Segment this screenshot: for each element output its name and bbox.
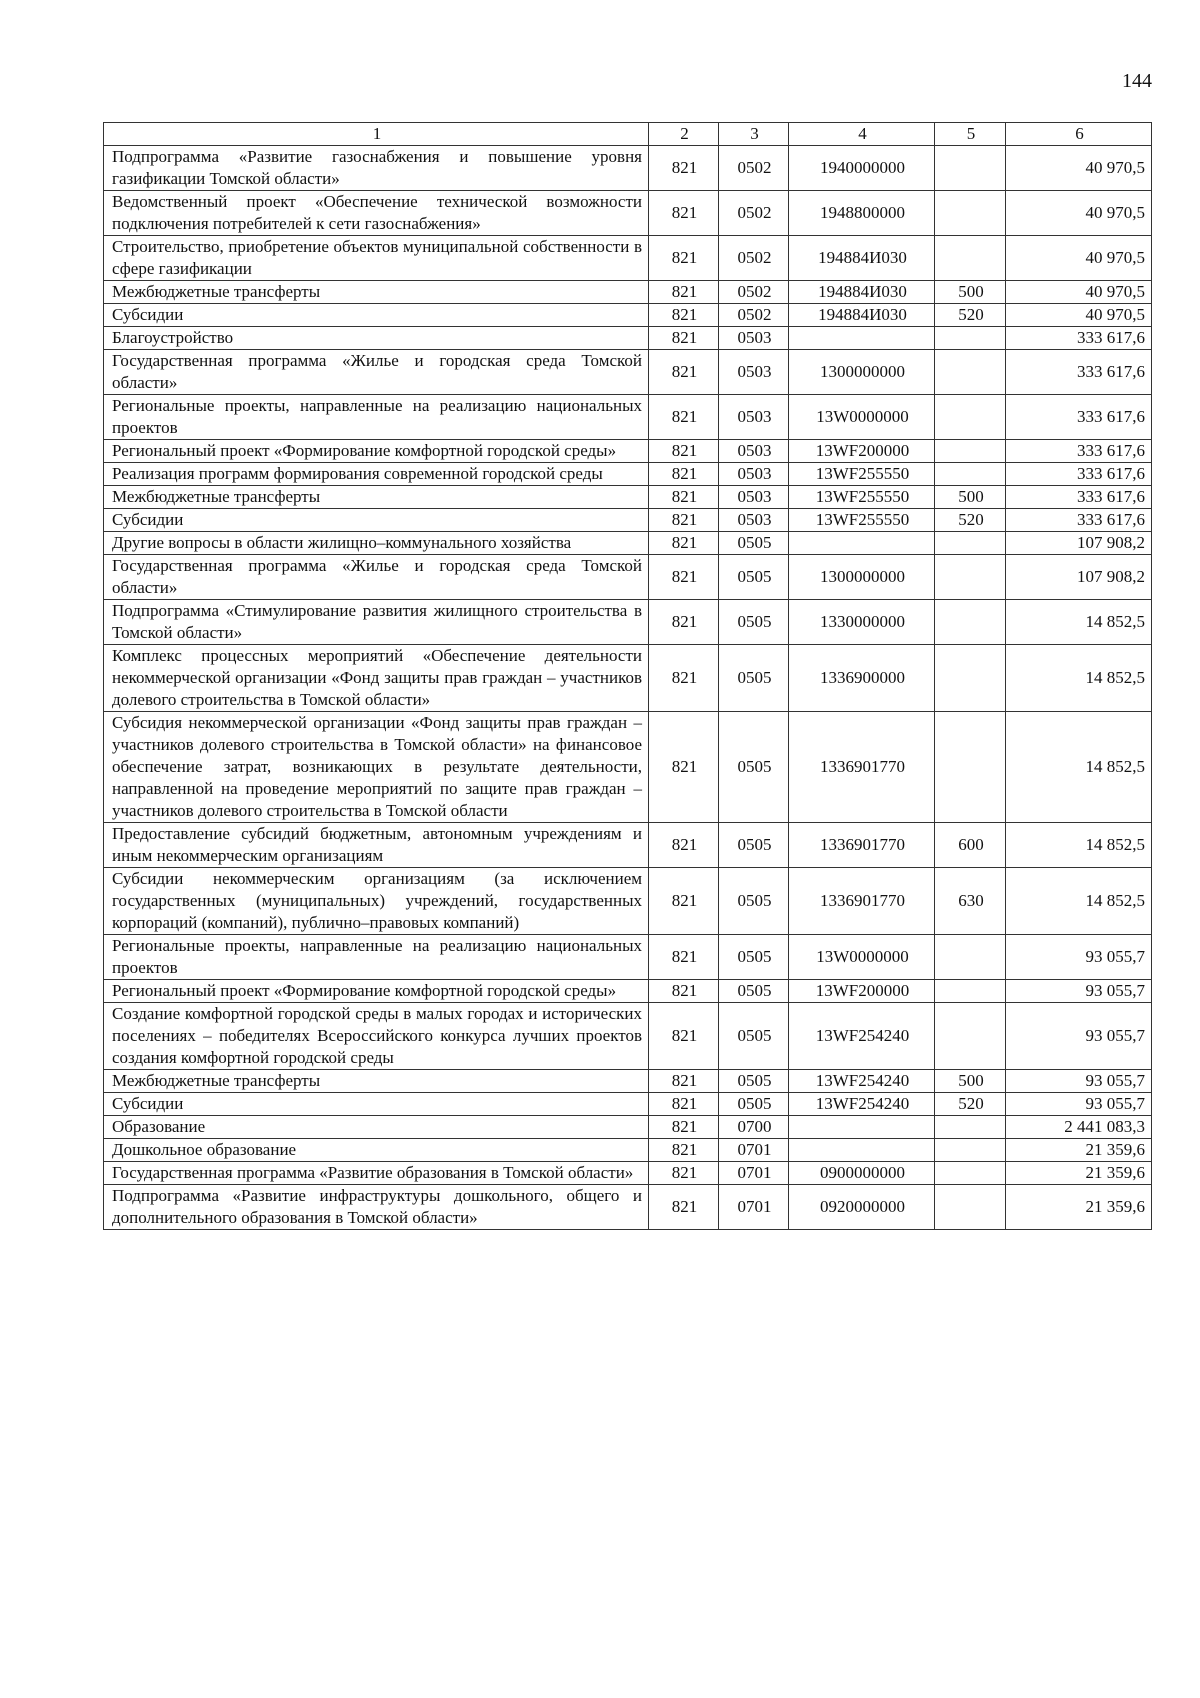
table-row [104,395,1152,440]
row-grbs-code: 821 [649,980,719,1003]
row-section-code: 0505 [719,600,789,645]
row-name: Государственная программа «Жилье и городская среда Томской области» [104,350,649,395]
table-row [104,980,1152,1003]
row-sum: 40 970,5 [1006,191,1152,236]
row-section-code: 0505 [719,1070,789,1093]
row-sum: 40 970,5 [1006,236,1152,281]
row-name: Комплекс процессных мероприятий «Обеспечение деятельности некоммерческой организации «Фонд защиты прав граждан – участников долевого строительства в Томской области» [104,645,649,712]
row-target-code [789,1116,935,1139]
row-expense-type-code [935,712,1006,823]
row-name: Межбюджетные трансферты [104,1070,649,1093]
row-sum: 333 617,6 [1006,327,1152,350]
row-sum: 333 617,6 [1006,486,1152,509]
row-target-code: 13WF254240 [789,1070,935,1093]
row-target-code: 13WF254240 [789,1003,935,1070]
row-expense-type-code [935,555,1006,600]
row-grbs-code: 821 [649,327,719,350]
row-name: Субсидии [104,304,649,327]
table-row [104,486,1152,509]
row-expense-type-code [935,1185,1006,1230]
table-row [104,1139,1152,1162]
row-sum: 93 055,7 [1006,1093,1152,1116]
row-sum: 333 617,6 [1006,395,1152,440]
row-expense-type-code [935,146,1006,191]
row-target-code: 13WF254240 [789,1093,935,1116]
row-grbs-code: 821 [649,555,719,600]
row-sum: 14 852,5 [1006,868,1152,935]
table-row [104,645,1152,712]
page-number: 144 [1122,70,1152,92]
row-expense-type-code: 630 [935,868,1006,935]
row-expense-type-code [935,236,1006,281]
row-expense-type-code [935,395,1006,440]
row-target-code: 13WF200000 [789,980,935,1003]
row-grbs-code: 821 [649,281,719,304]
row-target-code: 1336900000 [789,645,935,712]
row-sum: 14 852,5 [1006,600,1152,645]
row-name: Создание комфортной городской среды в малых городах и исторических поселениях – победителях Всероссийского конкурса лучших проектов создания комфортной городской среды [104,1003,649,1070]
row-section-code: 0505 [719,532,789,555]
table-row [104,350,1152,395]
row-grbs-code: 821 [649,191,719,236]
row-grbs-code: 821 [649,600,719,645]
row-section-code: 0503 [719,327,789,350]
row-sum: 21 359,6 [1006,1139,1152,1162]
row-expense-type-code [935,1139,1006,1162]
row-grbs-code: 821 [649,440,719,463]
row-name: Субсидии [104,1093,649,1116]
row-grbs-code: 821 [649,236,719,281]
row-section-code: 0505 [719,555,789,600]
table-row [104,191,1152,236]
row-grbs-code: 821 [649,1070,719,1093]
row-expense-type-code: 520 [935,509,1006,532]
row-grbs-code: 821 [649,1003,719,1070]
row-sum: 21 359,6 [1006,1162,1152,1185]
row-sum: 40 970,5 [1006,281,1152,304]
row-target-code: 194884И030 [789,281,935,304]
row-sum: 2 441 083,3 [1006,1116,1152,1139]
row-section-code: 0502 [719,281,789,304]
row-grbs-code: 821 [649,645,719,712]
row-name: Образование [104,1116,649,1139]
row-name: Региональные проекты, направленные на реализацию национальных проектов [104,395,649,440]
row-expense-type-code [935,350,1006,395]
table-row [104,1070,1152,1093]
row-grbs-code: 821 [649,1162,719,1185]
row-grbs-code: 821 [649,1093,719,1116]
row-section-code: 0701 [719,1139,789,1162]
row-target-code [789,1139,935,1162]
row-expense-type-code: 520 [935,1093,1006,1116]
row-grbs-code: 821 [649,146,719,191]
row-section-code: 0503 [719,395,789,440]
row-section-code: 0502 [719,191,789,236]
row-expense-type-code: 500 [935,486,1006,509]
row-name: Субсидии [104,509,649,532]
row-grbs-code: 821 [649,463,719,486]
row-target-code: 194884И030 [789,304,935,327]
table-row [104,1185,1152,1230]
budget-table [103,122,1152,1230]
row-name: Подпрограмма «Развитие газоснабжения и повышение уровня газификации Томской области» [104,146,649,191]
row-grbs-code: 821 [649,532,719,555]
table-header [104,123,1152,146]
table-row [104,1003,1152,1070]
table-row [104,327,1152,350]
row-name: Ведомственный проект «Обеспечение технической возможности подключения потребителей к сети газоснабжения» [104,191,649,236]
row-target-code: 1300000000 [789,350,935,395]
row-sum: 40 970,5 [1006,146,1152,191]
row-expense-type-code [935,1162,1006,1185]
row-grbs-code: 821 [649,486,719,509]
row-expense-type-code [935,980,1006,1003]
row-target-code: 194884И030 [789,236,935,281]
row-sum: 107 908,2 [1006,555,1152,600]
row-section-code: 0503 [719,486,789,509]
row-expense-type-code: 500 [935,281,1006,304]
row-target-code: 0900000000 [789,1162,935,1185]
row-target-code: 13WF255550 [789,463,935,486]
table-row [104,281,1152,304]
row-name: Региональный проект «Формирование комфортной городской среды» [104,440,649,463]
table-row [104,509,1152,532]
row-target-code: 1948800000 [789,191,935,236]
row-name: Другие вопросы в области жилищно–коммунального хозяйства [104,532,649,555]
table-row [104,236,1152,281]
row-expense-type-code: 520 [935,304,1006,327]
row-target-code [789,327,935,350]
row-name: Строительство, приобретение объектов муниципальной собственности в сфере газификации [104,236,649,281]
row-target-code: 1300000000 [789,555,935,600]
row-grbs-code: 821 [649,935,719,980]
column-header: 3 [719,123,789,146]
row-sum: 93 055,7 [1006,1070,1152,1093]
row-sum: 21 359,6 [1006,1185,1152,1230]
row-target-code [789,532,935,555]
row-name: Региональные проекты, направленные на реализацию национальных проектов [104,935,649,980]
row-grbs-code: 821 [649,823,719,868]
row-target-code: 1940000000 [789,146,935,191]
row-expense-type-code [935,191,1006,236]
row-sum: 40 970,5 [1006,304,1152,327]
row-section-code: 0505 [719,645,789,712]
row-section-code: 0505 [719,980,789,1003]
row-section-code: 0503 [719,440,789,463]
row-target-code: 1330000000 [789,600,935,645]
table-row [104,823,1152,868]
row-sum: 107 908,2 [1006,532,1152,555]
row-section-code: 0505 [719,1093,789,1116]
row-expense-type-code: 600 [935,823,1006,868]
row-section-code: 0700 [719,1116,789,1139]
row-section-code: 0502 [719,146,789,191]
row-expense-type-code [935,1003,1006,1070]
row-name: Государственная программа «Развитие образования в Томской области» [104,1162,649,1185]
table-row [104,555,1152,600]
row-section-code: 0701 [719,1162,789,1185]
row-section-code: 0505 [719,712,789,823]
row-section-code: 0502 [719,236,789,281]
row-name: Подпрограмма «Развитие инфраструктуры дошкольного, общего и дополнительного образования в Томской области» [104,1185,649,1230]
row-target-code: 13W0000000 [789,395,935,440]
row-expense-type-code [935,327,1006,350]
row-target-code: 13WF255550 [789,486,935,509]
row-section-code: 0503 [719,509,789,532]
row-section-code: 0505 [719,935,789,980]
row-name: Межбюджетные трансферты [104,281,649,304]
column-header: 6 [1006,123,1152,146]
table-row [104,304,1152,327]
row-section-code: 0502 [719,304,789,327]
table-row [104,532,1152,555]
table-row [104,1116,1152,1139]
row-grbs-code: 821 [649,395,719,440]
row-target-code: 0920000000 [789,1185,935,1230]
row-name: Подпрограмма «Стимулирование развития жилищного строительства в Томской области» [104,600,649,645]
row-expense-type-code [935,935,1006,980]
row-grbs-code: 821 [649,712,719,823]
column-header: 5 [935,123,1006,146]
row-sum: 93 055,7 [1006,1003,1152,1070]
row-expense-type-code [935,463,1006,486]
row-grbs-code: 821 [649,1116,719,1139]
row-name: Межбюджетные трансферты [104,486,649,509]
row-name: Предоставление субсидий бюджетным, автономным учреждениям и иным некоммерческим организациям [104,823,649,868]
row-sum: 14 852,5 [1006,823,1152,868]
row-sum: 333 617,6 [1006,463,1152,486]
column-header: 2 [649,123,719,146]
table-row [104,440,1152,463]
row-grbs-code: 821 [649,509,719,532]
row-expense-type-code [935,532,1006,555]
column-header: 1 [104,123,649,146]
row-grbs-code: 821 [649,350,719,395]
row-expense-type-code [935,645,1006,712]
table-row [104,600,1152,645]
row-sum: 333 617,6 [1006,350,1152,395]
row-name: Благоустройство [104,327,649,350]
row-target-code: 13WF255550 [789,509,935,532]
row-target-code: 13WF200000 [789,440,935,463]
row-sum: 333 617,6 [1006,509,1152,532]
row-section-code: 0505 [719,823,789,868]
row-grbs-code: 821 [649,1185,719,1230]
row-grbs-code: 821 [649,868,719,935]
table-row [104,935,1152,980]
row-target-code: 13W0000000 [789,935,935,980]
row-section-code: 0505 [719,1003,789,1070]
table-row [104,712,1152,823]
row-sum: 14 852,5 [1006,712,1152,823]
row-grbs-code: 821 [649,1139,719,1162]
row-expense-type-code [935,1116,1006,1139]
row-section-code: 0503 [719,350,789,395]
row-name: Реализация программ формирования современной городской среды [104,463,649,486]
row-target-code: 1336901770 [789,823,935,868]
row-sum: 14 852,5 [1006,645,1152,712]
header-row [104,123,1152,146]
row-name: Субсидия некоммерческой организации «Фонд защиты прав граждан – участников долевого строительства в Томской области» на финансовое обеспечение затрат, возникающих в результате деятельности, направленной на проведение мероприятий по защите прав граждан – участников долевого строительства в Томской области [104,712,649,823]
row-sum: 333 617,6 [1006,440,1152,463]
row-target-code: 1336901770 [789,868,935,935]
row-name: Региональный проект «Формирование комфортной городской среды» [104,980,649,1003]
table-row [104,463,1152,486]
row-expense-type-code [935,440,1006,463]
table-row [104,868,1152,935]
row-name: Дошкольное образование [104,1139,649,1162]
column-header: 4 [789,123,935,146]
row-expense-type-code: 500 [935,1070,1006,1093]
row-name: Субсидии некоммерческим организациям (за исключением государственных (муниципальных) учреждений, государственных корпораций (компаний), публично–правовых компаний) [104,868,649,935]
table-row [104,1093,1152,1116]
table-row [104,1162,1152,1185]
row-section-code: 0503 [719,463,789,486]
row-target-code: 1336901770 [789,712,935,823]
row-sum: 93 055,7 [1006,980,1152,1003]
row-name: Государственная программа «Жилье и городская среда Томской области» [104,555,649,600]
row-sum: 93 055,7 [1006,935,1152,980]
row-expense-type-code [935,600,1006,645]
table-row [104,146,1152,191]
row-grbs-code: 821 [649,304,719,327]
row-section-code: 0505 [719,868,789,935]
row-section-code: 0701 [719,1185,789,1230]
table-body [104,146,1152,1230]
